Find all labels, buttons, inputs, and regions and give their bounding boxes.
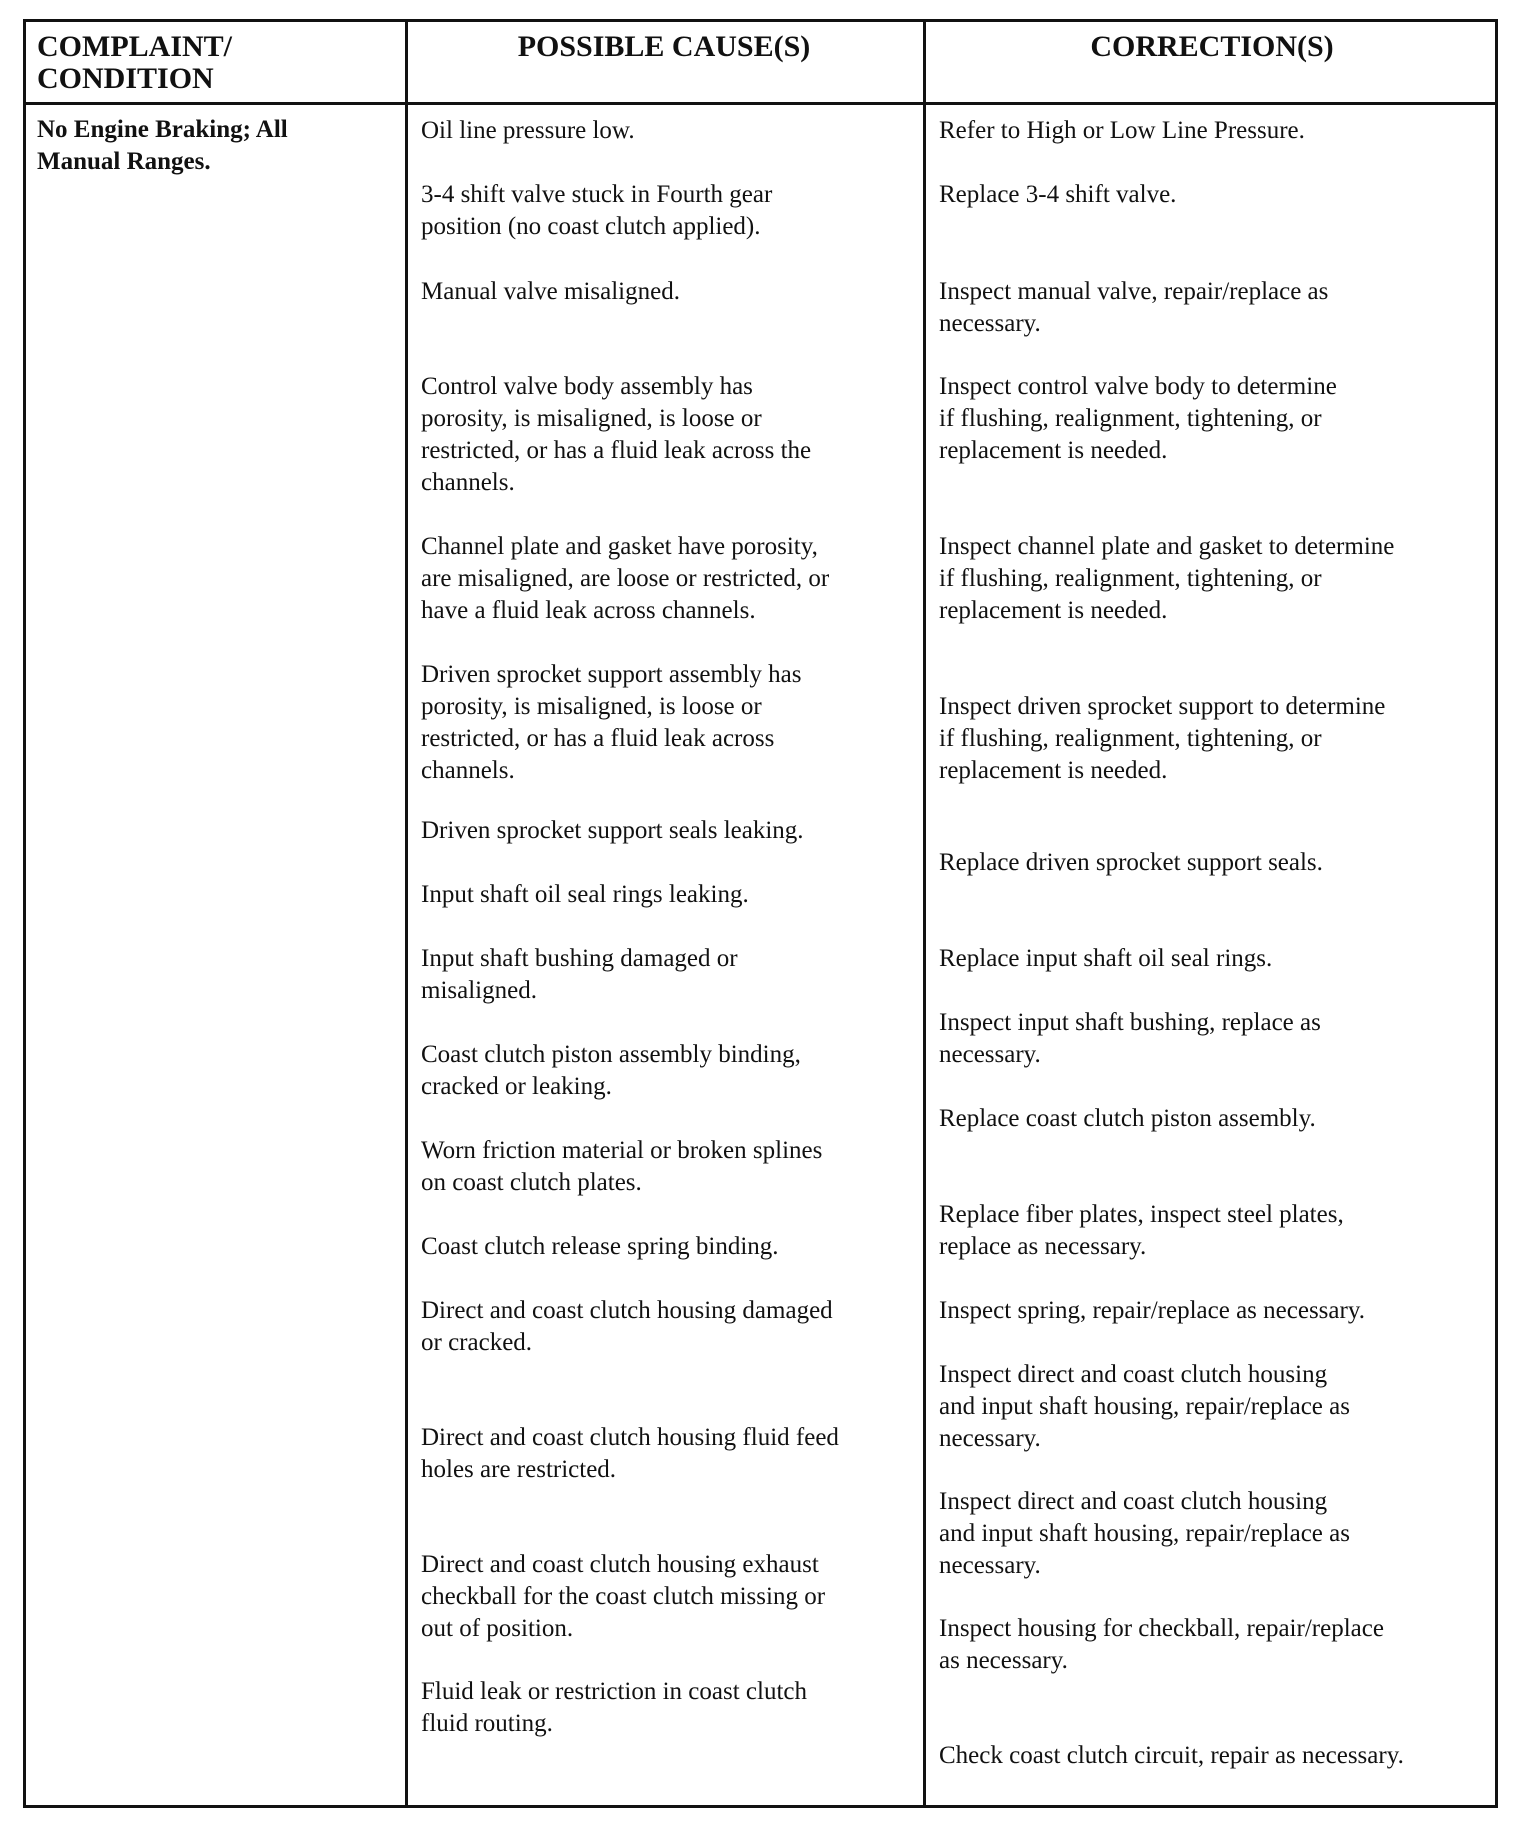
cause-line: Coast clutch piston assembly binding, [421, 1041, 801, 1068]
cause-entry [421, 1295, 833, 1359]
correction-entry [939, 531, 1394, 627]
correction-entry [939, 1007, 1321, 1071]
correction-line: Replace coast clutch piston assembly. [939, 1105, 1316, 1132]
correction-line: Inspect direct and coast clutch housing [939, 1488, 1328, 1515]
cause-line: Oil line pressure low. [421, 117, 635, 144]
correction-line: necessary. [939, 310, 1041, 337]
correction-entry [939, 691, 1385, 787]
correction-line: Inspect housing for checkball, repair/replace [939, 1615, 1384, 1642]
cause-line: restricted, or has a fluid leak across the [421, 437, 812, 464]
cause-line: Control valve body assembly has [421, 373, 753, 400]
correction-line: Inspect spring, repair/replace as necessary. [939, 1297, 1365, 1324]
correction-line: necessary. [939, 1552, 1041, 1579]
cause-line: Worn friction material or broken splines [421, 1137, 823, 1164]
correction-line: Inspect control valve body to determine [939, 373, 1337, 400]
complaint-condition: No Engine Braking; All Manual Ranges. [37, 116, 288, 175]
correction-line: Inspect input shaft bushing, replace as [939, 1009, 1321, 1036]
header-complaint: COMPLAINT/ CONDITION [37, 30, 232, 95]
correction-line: replacement is needed. [939, 597, 1168, 624]
correction-entry [939, 179, 1176, 211]
cause-entry [421, 659, 801, 787]
cause-line: Coast clutch release spring binding. [421, 1233, 779, 1260]
cause-line: or cracked. [421, 1329, 533, 1356]
cause-entry [421, 1039, 801, 1103]
cause-entry [421, 179, 772, 243]
correction-line: Inspect direct and coast clutch housing [939, 1361, 1328, 1388]
cause-line: Channel plate and gasket have porosity, [421, 533, 818, 560]
correction-line: replacement is needed. [939, 757, 1168, 784]
cause-line: channels. [421, 469, 515, 496]
correction-line: necessary. [939, 1041, 1041, 1068]
correction-entry [939, 276, 1328, 340]
cause-line: Manual valve misaligned. [421, 278, 680, 305]
correction-line: Inspect driven sprocket support to determine [939, 693, 1386, 720]
correction-entry [939, 943, 1272, 975]
correction-entry [939, 1295, 1365, 1327]
cause-line: cracked or leaking. [421, 1073, 612, 1100]
correction-entry [939, 1740, 1404, 1772]
header-correction: CORRECTION(S) [1090, 30, 1334, 63]
cause-line: Driven sprocket support assembly has [421, 661, 802, 688]
cause-entry [421, 1549, 825, 1645]
cause-entry [421, 1231, 779, 1263]
column-divider-2 [923, 19, 926, 1808]
header-divider [23, 102, 1498, 105]
correction-line: Replace fiber plates, inspect steel plates, [939, 1201, 1344, 1228]
header-possible-cause: POSSIBLE CAUSE(S) [517, 30, 811, 63]
cause-line: holes are restricted. [421, 1456, 617, 1483]
correction-line: replacement is needed. [939, 437, 1168, 464]
correction-line: replace as necessary. [939, 1233, 1147, 1260]
cause-line: position (no coast clutch applied). [421, 213, 761, 240]
cause-entry [421, 115, 635, 147]
cause-line: Input shaft bushing damaged or [421, 945, 738, 972]
correction-line: Replace input shaft oil seal rings. [939, 945, 1273, 972]
correction-line: Replace driven sprocket support seals. [939, 849, 1323, 876]
correction-entry [939, 1199, 1344, 1263]
cause-line: have a fluid leak across channels. [421, 597, 756, 624]
cause-entry [421, 276, 680, 308]
cause-line: on coast clutch plates. [421, 1169, 642, 1196]
cause-line: 3-4 shift valve stuck in Fourth gear [421, 181, 773, 208]
cause-entry [421, 815, 804, 847]
cause-line: restricted, or has a fluid leak across [421, 725, 775, 752]
cause-entry [421, 1676, 807, 1740]
cause-line: Input shaft oil seal rings leaking. [421, 881, 749, 908]
correction-entry [939, 1613, 1384, 1677]
cause-line: checkball for the coast clutch missing or [421, 1583, 826, 1610]
cause-line: are misaligned, are loose or restricted, or [421, 565, 830, 592]
cause-line: fluid routing. [421, 1710, 553, 1737]
cause-entry [421, 943, 738, 1007]
cause-line: channels. [421, 757, 515, 784]
correction-line: Replace 3-4 shift valve. [939, 181, 1177, 208]
correction-line: if flushing, realignment, tightening, or [939, 725, 1322, 752]
correction-entry [939, 1486, 1350, 1582]
correction-line: and input shaft housing, repair/replace as [939, 1520, 1350, 1547]
correction-line: Check coast clutch circuit, repair as necessary. [939, 1742, 1404, 1769]
cause-line: porosity, is misaligned, is loose or [421, 693, 762, 720]
cause-line: Driven sprocket support seals leaking. [421, 817, 804, 844]
cause-line: Direct and coast clutch housing fluid feed [421, 1424, 839, 1451]
cause-entry [421, 1422, 839, 1486]
correction-line: necessary. [939, 1425, 1041, 1452]
column-divider-1 [405, 19, 408, 1808]
correction-entry [939, 847, 1323, 879]
cause-entry [421, 531, 829, 627]
correction-entry [939, 115, 1305, 147]
cause-entry [421, 879, 749, 911]
cause-line: Direct and coast clutch housing damaged [421, 1297, 833, 1324]
cause-line: porosity, is misaligned, is loose or [421, 405, 762, 432]
correction-line: Inspect channel plate and gasket to determine [939, 533, 1395, 560]
correction-entry [939, 1103, 1316, 1135]
cause-line: Fluid leak or restriction in coast clutch [421, 1678, 808, 1705]
correction-line: Inspect manual valve, repair/replace as [939, 278, 1329, 305]
cause-line: Direct and coast clutch housing exhaust [421, 1551, 819, 1578]
cause-entry [421, 1135, 822, 1199]
correction-line: as necessary. [939, 1647, 1068, 1674]
cause-entry [421, 371, 811, 499]
cause-line: misaligned. [421, 977, 537, 1004]
correction-line: and input shaft housing, repair/replace as [939, 1393, 1350, 1420]
correction-entry [939, 1359, 1350, 1455]
correction-line: if flushing, realignment, tightening, or [939, 405, 1322, 432]
correction-entry [939, 371, 1337, 467]
cause-line: out of position. [421, 1615, 574, 1642]
correction-line: Refer to High or Low Line Pressure. [939, 117, 1305, 144]
correction-line: if flushing, realignment, tightening, or [939, 565, 1322, 592]
